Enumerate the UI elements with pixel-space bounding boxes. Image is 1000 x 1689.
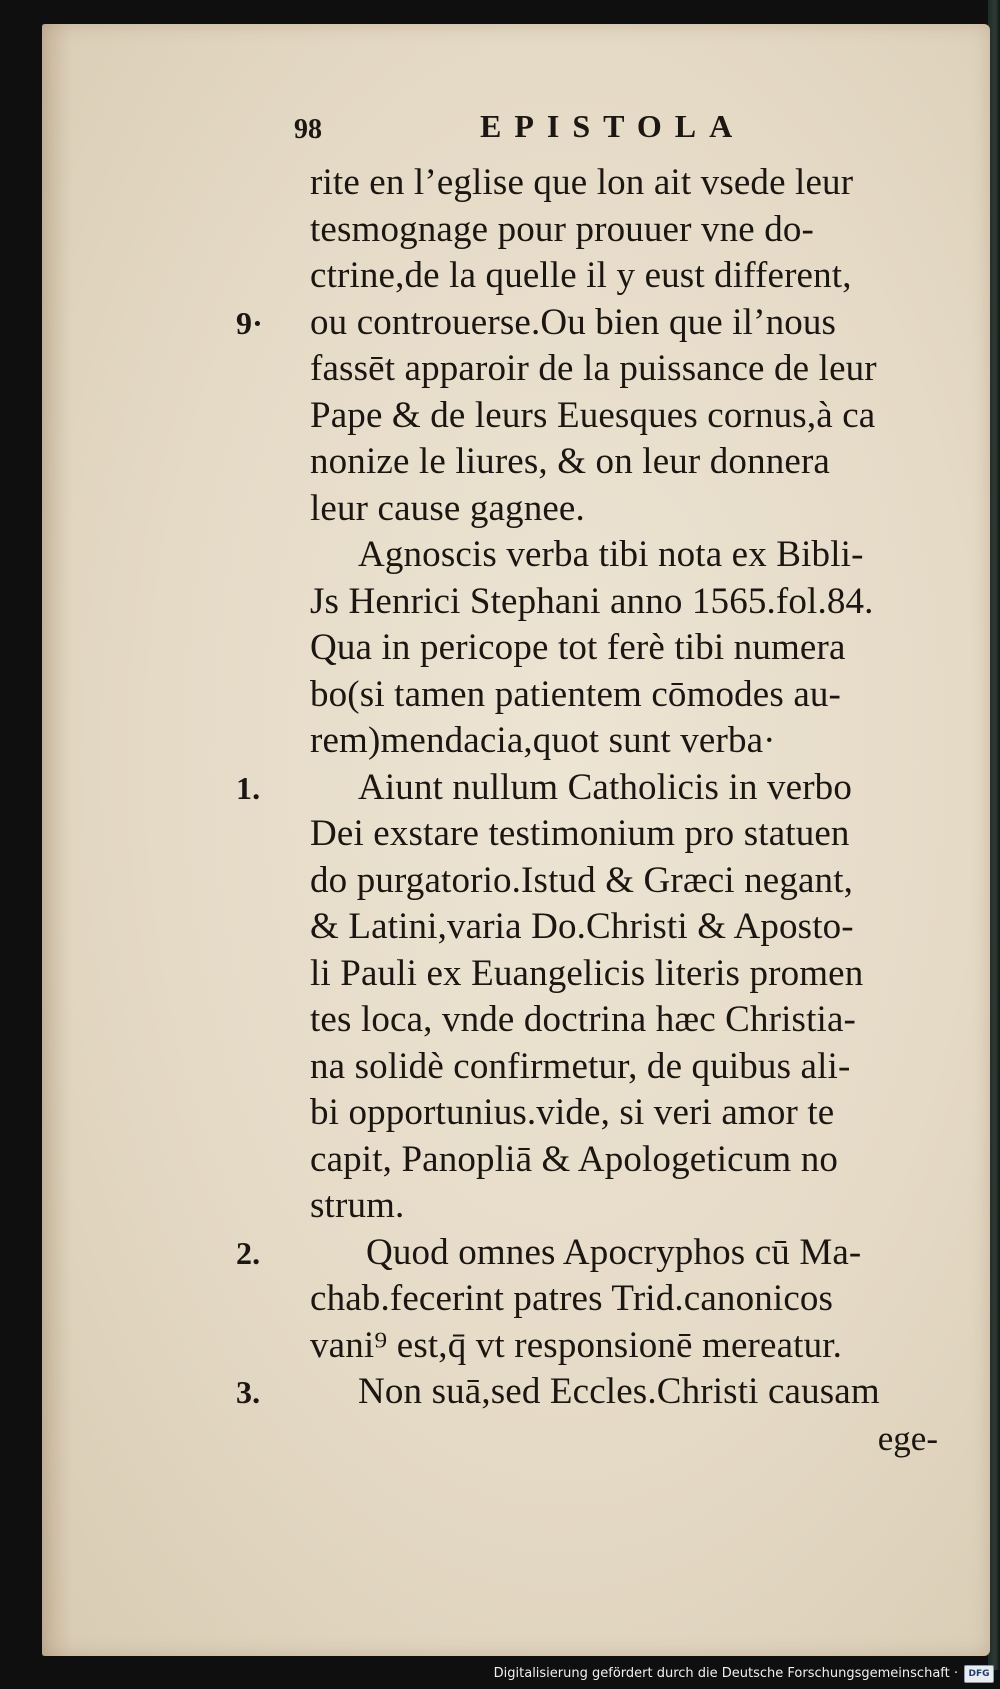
text-line [228, 346, 968, 393]
dfg-logo-icon: DFG [964, 1665, 994, 1683]
line-text: ou controuerse.Ou bien que il’nous [310, 301, 837, 343]
text-line [228, 951, 968, 998]
text-line [228, 904, 968, 951]
line-text: tes loca, vnde doctrina hæc Christia- [310, 999, 857, 1040]
text-line [228, 1230, 968, 1277]
digitization-credit [494, 1663, 994, 1685]
text-line [228, 997, 968, 1044]
line-text: Js Henrici Stephani anno 1565.fol.84. [310, 580, 874, 622]
text-line [228, 532, 968, 579]
line-text: Pape & de leurs Euesques cornus,à ca [310, 394, 876, 436]
line-text: Aiunt nullum Catholicis in verbo [358, 766, 852, 808]
line-text: Quod omnes Apocryphos cū Ma- [366, 1231, 862, 1273]
line-text: vani⁹ est,q̄ vt responsionē mereatur. [310, 1324, 843, 1366]
text-line [228, 718, 968, 765]
marginal-note: 3. [236, 1374, 261, 1410]
page-header [42, 108, 990, 158]
text-line [228, 253, 968, 300]
credit-text: Digitalisierung gefördert durch die Deutsche Forschungsgemeinschaft · [493, 1666, 958, 1681]
line-text: fassēt apparoir de la puissance de leur [310, 348, 877, 389]
line-text: rem)mendacia,quot sunt verba· [310, 720, 776, 761]
text-line [228, 1090, 968, 1137]
line-text: bo(si tamen patientem cōmodes au- [310, 673, 842, 715]
text-line [228, 579, 968, 626]
line-text: rite en l’eglise que lon ait vsede leur [310, 162, 854, 203]
text-line [228, 1323, 968, 1370]
line-text: & Latini,varia Do.Christi & Aposto- [310, 906, 854, 947]
text-line [228, 1369, 968, 1416]
line-text: nonize le liures, & on leur donnera [310, 441, 830, 482]
line-text: leur cause gagnee. [310, 487, 585, 529]
text-line [228, 765, 968, 812]
page-number: 98 [294, 114, 322, 145]
text-line [228, 393, 968, 440]
line-text: strum. [310, 1185, 405, 1226]
marginal-note: 2. [236, 1234, 261, 1271]
text-line [228, 486, 968, 533]
text-line [228, 811, 968, 858]
text-line [228, 160, 968, 207]
line-text: Dei exstare testimonium pro statuen [310, 813, 850, 854]
line-text: capit, Panopliā & Apologeticum no [310, 1138, 839, 1180]
text-line [228, 625, 968, 672]
text-line [228, 300, 968, 347]
line-text: bi opportunius.vide, si veri amor te [310, 1092, 835, 1133]
text-line [228, 858, 968, 905]
line-text: li Pauli ex Euangelicis literis promen [310, 952, 864, 994]
line-text: chab.fecerint patres Trid.canonicos [310, 1278, 834, 1319]
line-text: Qua in pericope tot ferè tibi numera [310, 627, 846, 668]
line-text: ctrine,de la quelle il y eust different, [310, 255, 852, 296]
text-line [228, 1137, 968, 1184]
marginal-note: 9· [236, 304, 263, 341]
text-line [228, 1276, 968, 1323]
line-text: Non suā,sed Eccles.Christi causam [358, 1371, 880, 1412]
marginal-note: 1. [236, 769, 261, 806]
text-line [228, 439, 968, 486]
text-block [228, 160, 968, 1462]
text-line [228, 1044, 968, 1091]
text-line [228, 1183, 968, 1230]
text-line [228, 207, 968, 254]
running-head: EPISTOLA [480, 108, 746, 144]
book-page [42, 24, 990, 1656]
line-text: tesmognage pour prouuer vne do- [310, 208, 815, 250]
line-text: Agnoscis verba tibi nota ex Bibli- [358, 534, 864, 575]
catchword: ege- [877, 1418, 938, 1458]
line-text: na solidè confirmetur, de quibus ali- [310, 1045, 851, 1087]
line-text: do purgatorio.Istud & Græci negant, [310, 859, 854, 901]
text-line [228, 672, 968, 719]
